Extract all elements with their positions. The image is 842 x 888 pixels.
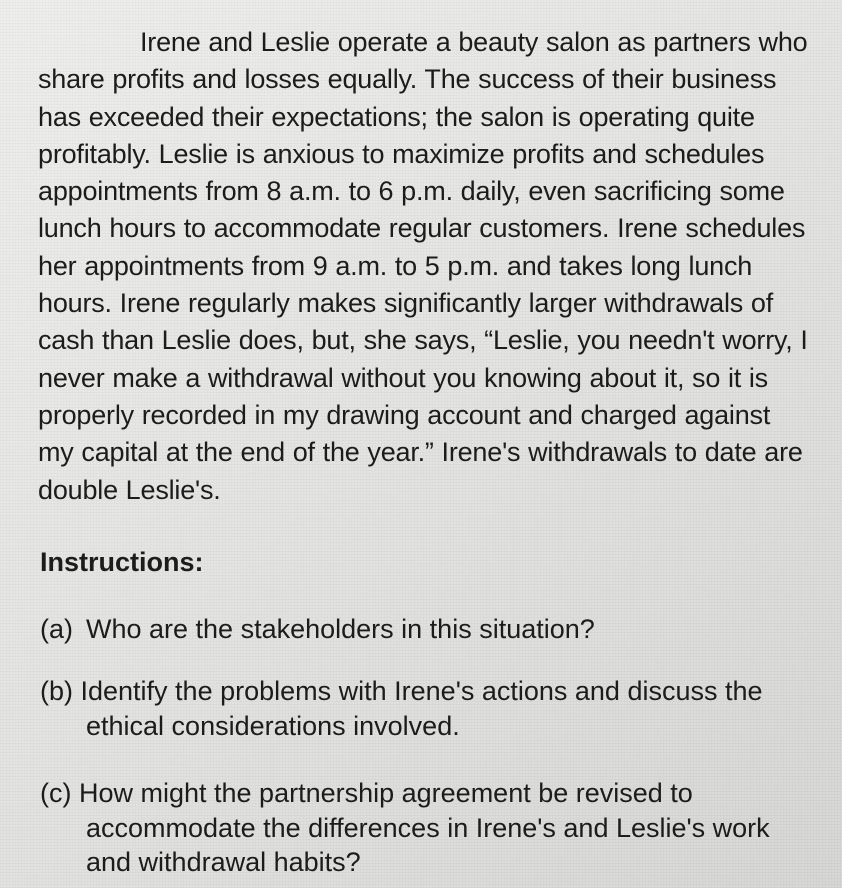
- question-c: [40, 776, 812, 880]
- question-c-text: (c) How might the partnership agreement be revised to accommodate the differences in Irene's and Leslie's work and withdrawal habits?: [40, 778, 770, 878]
- case-passage: Irene and Leslie operate a beauty salon as partners who share profits and losses equally. The success of their business has exceeded their expectations; the salon is operating quite profitably. Leslie is anxious to maximize profits and schedules appointments from 8 a.m. to 6 p.m. daily, even sacrificing some lunch hours to accommodate regular customers. Irene schedules her appointments from 9 a.m. to 5 p.m. and takes long lunch hours. Irene regularly makes significantly larger withdrawals of cash than Leslie does, but, she says, “Leslie, you needn't worry, I never make a withdrawal without you knowing about it, so it is properly recorded in my drawing account and charged against my capital at the end of the year.” Irene's withdrawals to date are double Leslie's.: [38, 27, 808, 505]
- instructions-heading: Instructions:: [40, 546, 204, 577]
- question-b-text: (b) Identify the problems with Irene's actions and discuss the ethical considerations involved.: [40, 676, 763, 741]
- question-a-text: Who are the stakeholders in this situation?: [86, 613, 595, 644]
- question-a-marker: (a): [40, 613, 73, 644]
- question-b: [40, 674, 812, 743]
- question-a: [40, 612, 812, 647]
